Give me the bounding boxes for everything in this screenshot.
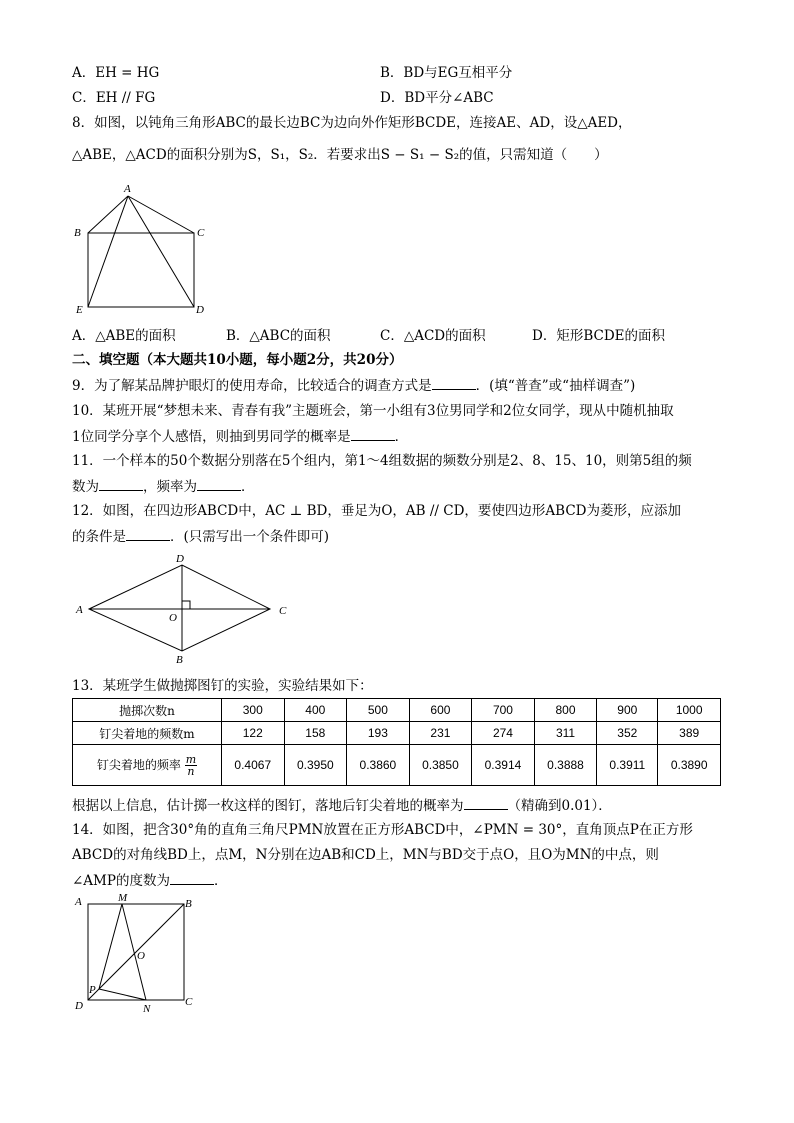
table-cell: 900 [597, 699, 658, 722]
q12-text-b: ．(只需写出一个条件即可) [170, 529, 330, 545]
q10-answer-blank[interactable] [351, 426, 395, 441]
table-cell: 800 [534, 699, 597, 722]
q9-text-a: 9．为了解某品牌护眼灯的使用寿命，比较适合的调查方式是 [72, 378, 432, 394]
table-cell: 500 [347, 699, 410, 722]
table-cell: 193 [347, 722, 410, 745]
q11-freq-blank[interactable] [197, 476, 241, 491]
q12-label-c: C [279, 605, 287, 617]
q14-label-p: P [89, 984, 96, 996]
q8-label-b: B [74, 227, 81, 239]
q14-label-d: D [75, 1000, 83, 1012]
q9-text-b: ．(填“普查”或“抽样调查”) [475, 378, 636, 394]
q11-text-c: ． [241, 479, 255, 495]
q12-label-o: O [169, 612, 177, 624]
q9-stem [72, 375, 635, 396]
table-cell: 0.3860 [347, 745, 410, 786]
q14-label-a: A [75, 896, 82, 908]
q12-label-b: B [176, 654, 183, 666]
row-header-freqs [73, 745, 222, 786]
side-ac [128, 196, 194, 233]
q8-option-c: C．△ACD的面积 [380, 328, 486, 344]
q14-label-b: B [185, 898, 192, 910]
q13-table [72, 698, 721, 786]
q12-answer-blank[interactable] [126, 526, 170, 541]
q14-answer-blank[interactable] [170, 870, 214, 885]
q7-option-b: B．BD与EG互相平分 [380, 65, 513, 81]
table-cell: 231 [409, 722, 472, 745]
q13-question [72, 795, 612, 816]
q14-stem-line2: ABCD的对角线BD上，点M，N分别在边AB和CD上，MN与BD交于点O，且O为MN的中点，则 [72, 847, 659, 863]
q8-stem-line1: 8．如图，以钝角三角形ABC的最长边BC为边向外作矩形BCDE，连接AE、AD，设△AED， [72, 115, 632, 131]
q14-label-o: O [137, 950, 145, 962]
segment-ae [88, 196, 128, 307]
table-cell: 311 [534, 722, 597, 745]
q14-stem-line1: 14．如图，把含30°角的直角三角尺PMN放置在正方形ABCD中，∠PMN = 30°，直角顶点P在正方形 [72, 822, 693, 838]
table-cell: 0.3911 [597, 745, 658, 786]
q11-stem-line1: 11．一个样本的50个数据分别落在5个组内，第1～4组数据的频数分别是2、8、15、10，则第5组的频 [72, 453, 692, 469]
table-cell: 300 [222, 699, 285, 722]
table-cell: 0.3850 [409, 745, 472, 786]
q13-intro: 13．某班学生做抛掷图钉的实验，实验结果如下： [72, 678, 373, 694]
side-ab [88, 196, 128, 233]
table-cell: 0.3914 [472, 745, 535, 786]
q14-text-a: ∠AMP的度数为 [72, 873, 170, 889]
table-cell: 122 [222, 722, 285, 745]
table-cell: 389 [658, 722, 721, 745]
q13-text-b: （精确到0.01）． [507, 798, 612, 814]
table-cell: 0.4067 [222, 745, 285, 786]
q12-stem-line2 [72, 526, 329, 547]
q8-label-e: E [76, 304, 83, 316]
q10-text-a: 1位同学分享个人感悟，则抽到男同学的概率是 [72, 429, 351, 445]
q7-option-d: D．BD平分∠ABC [380, 90, 494, 106]
q14-label-n: N [143, 1003, 151, 1015]
table-cell: 158 [284, 722, 347, 745]
table-cell: 0.3888 [534, 745, 597, 786]
row-header-freqs-text: 钉尖着地的频率 [96, 757, 181, 772]
q14-label-c: C [185, 996, 193, 1008]
q8-option-d: D．矩形BCDE的面积 [532, 328, 666, 344]
q13-answer-blank[interactable] [464, 795, 508, 810]
q14-figure [72, 893, 202, 1018]
table-cell: 0.3890 [658, 745, 721, 786]
row-header-throws: 抛掷次数n [73, 699, 222, 722]
q7-option-a: A．EH = HG [72, 65, 160, 81]
table-cell: 1000 [658, 699, 721, 722]
q11-count-blank[interactable] [99, 476, 143, 491]
q11-text-b: ，频率为 [143, 479, 197, 495]
q11-stem-line2 [72, 476, 255, 497]
q11-text-a: 数为 [72, 479, 99, 495]
row-header-counts: 钉尖着地的频数m [73, 722, 222, 745]
rectangle-bcde [88, 233, 194, 307]
table-cell: 274 [472, 722, 535, 745]
q9-answer-blank[interactable] [432, 375, 476, 390]
table-cell: 352 [597, 722, 658, 745]
q12-text-a: 的条件是 [72, 529, 126, 545]
q8-option-a: A．△ABE的面积 [72, 328, 176, 344]
diagonal-bd [88, 904, 184, 1000]
segment-mp [99, 904, 122, 989]
q8-option-b: B．△ABC的面积 [226, 328, 331, 344]
q12-figure [72, 552, 302, 667]
table-cell: 400 [284, 699, 347, 722]
fraction-m-over-n: $\frac{m}{n}$ [185, 752, 197, 778]
table-cell: 700 [472, 699, 535, 722]
table-cell: 0.3950 [284, 745, 347, 786]
table-cell: 600 [409, 699, 472, 722]
q14-stem-line3 [72, 870, 227, 891]
q8-label-a: A [124, 183, 131, 195]
q8-label-c: C [197, 227, 205, 239]
q12-label-a: A [76, 604, 83, 616]
q14-text-b: ． [213, 873, 228, 889]
q10-stem-line2 [72, 426, 408, 447]
q12-label-d: D [176, 553, 184, 565]
table-row-freqs [73, 745, 721, 786]
table-row-throws [73, 699, 721, 722]
q10-stem-line1: 10．某班开展“梦想未来、青春有我”主题班会，第一小组有3位男同学和2位女同学，现从中随机抽取 [72, 403, 674, 419]
table-row-counts [73, 722, 721, 745]
q7-option-c: C．EH // FG [72, 90, 156, 106]
q8-label-d: D [196, 304, 204, 316]
q12-stem-line1: 12．如图，在四边形ABCD中，AC ⊥ BD，垂足为O，AB // CD，要使四边形ABCD为菱形，应添加 [72, 503, 681, 519]
right-angle-mark [182, 601, 190, 609]
quadrilateral-abcd [89, 565, 270, 651]
q8-figure [70, 180, 220, 320]
segment-ad [128, 196, 194, 307]
q13-text-a: 根据以上信息，估计掷一枚这样的图钉，落地后钉尖着地的概率为 [72, 798, 464, 814]
q14-label-m: M [118, 892, 128, 904]
q8-stem-line2: △ABE，△ACD的面积分别为S，S₁，S₂．若要求出S − S₁ − S₂的值，只需知道（ ） [72, 147, 608, 163]
section-2-title: 二、填空题（本大题共10小题，每小题2分，共20分） [72, 352, 403, 368]
segment-pn [99, 989, 146, 1000]
q10-text-b: ． [394, 429, 409, 445]
